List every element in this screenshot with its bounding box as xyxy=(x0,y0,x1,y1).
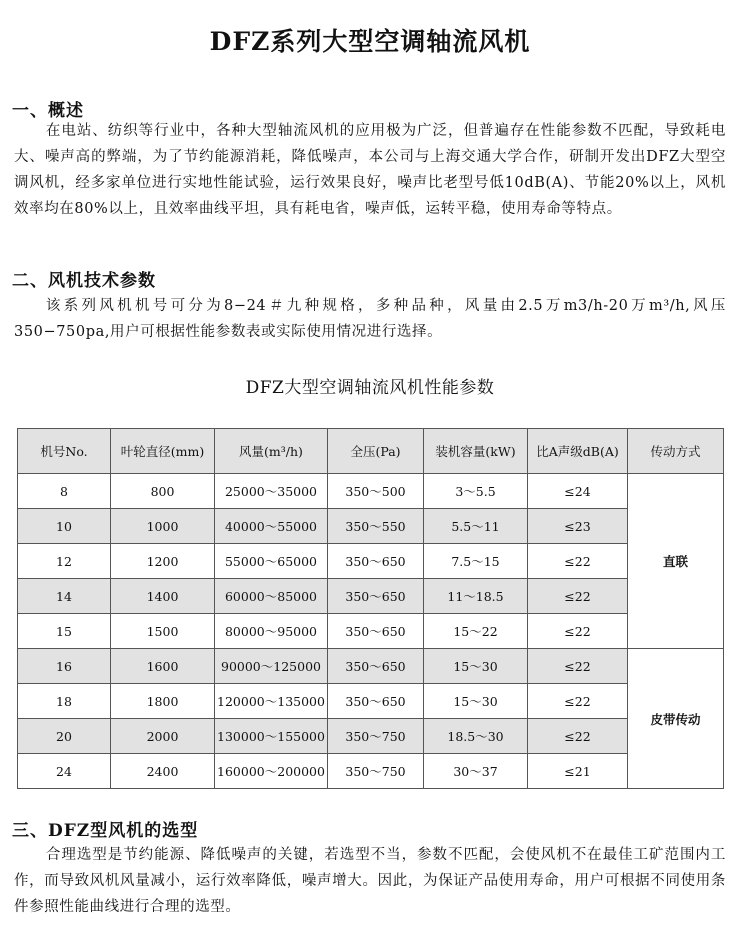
cell-sound-level: ≤22 xyxy=(528,649,628,684)
cell-installed-capacity: 15～30 xyxy=(424,684,528,719)
section-heading-tech-params: 二、风机技术参数 xyxy=(12,271,156,291)
cell-sound-level: ≤22 xyxy=(528,544,628,579)
header-impeller-diameter: 叶轮直径(mm) xyxy=(111,429,215,474)
cell-impeller-diameter: 1500 xyxy=(111,614,215,649)
table-row xyxy=(18,649,724,684)
cell-air-volume: 90000～125000 xyxy=(215,649,328,684)
cell-impeller-diameter: 1800 xyxy=(111,684,215,719)
cell-model-no: 18 xyxy=(18,684,111,719)
header-model-no: 机号No. xyxy=(18,429,111,474)
cell-impeller-diameter: 1000 xyxy=(111,509,215,544)
cell-total-pressure: 350～650 xyxy=(328,649,424,684)
cell-installed-capacity: 3～5.5 xyxy=(424,474,528,509)
header-air-volume: 风量(m³/h) xyxy=(215,429,328,474)
cell-total-pressure: 350～750 xyxy=(328,754,424,789)
cell-impeller-diameter: 2400 xyxy=(111,754,215,789)
cell-model-no: 10 xyxy=(18,509,111,544)
cell-model-no: 24 xyxy=(18,754,111,789)
cell-total-pressure: 350～650 xyxy=(328,579,424,614)
cell-model-no: 14 xyxy=(18,579,111,614)
cell-sound-level: ≤21 xyxy=(528,754,628,789)
cell-impeller-diameter: 1600 xyxy=(111,649,215,684)
cell-air-volume: 80000～95000 xyxy=(215,614,328,649)
section-heading-overview: 一、概述 xyxy=(12,101,84,121)
cell-total-pressure: 350～750 xyxy=(328,719,424,754)
cell-installed-capacity: 18.5～30 xyxy=(424,719,528,754)
cell-impeller-diameter: 2000 xyxy=(111,719,215,754)
table-row xyxy=(18,614,724,649)
cell-model-no: 15 xyxy=(18,614,111,649)
table-title: DFZ大型空调轴流风机性能参数 xyxy=(245,378,495,398)
cell-sound-level: ≤22 xyxy=(528,579,628,614)
cell-impeller-diameter: 800 xyxy=(111,474,215,509)
cell-air-volume: 130000～155000 xyxy=(215,719,328,754)
cell-installed-capacity: 15～22 xyxy=(424,614,528,649)
cell-sound-level: ≤24 xyxy=(528,474,628,509)
cell-sound-level: ≤22 xyxy=(528,719,628,754)
section-heading-selection: 三、DFZ型风机的选型 xyxy=(12,821,199,841)
table-row xyxy=(18,474,724,509)
cell-model-no: 16 xyxy=(18,649,111,684)
cell-model-no: 20 xyxy=(18,719,111,754)
overview-paragraph: 在电站、纺织等行业中，各种大型轴流风机的应用极为广泛，但普遍存在性能参数不匹配，导致耗电大、噪声高的弊端，为了节约能源消耗，降低噪声，本公司与上海交通大学合作，研制开发出DFZ大型空调风机，经多家单位进行实地性能试验，运行效果良好，噪声比老型号低10dB(A)、节能20%以上，风机效率均在80%以上，且效率曲线平坦，具有耗电省，噪声低，运转平稳，使用寿命等特点。 xyxy=(14,123,726,217)
cell-model-no: 12 xyxy=(18,544,111,579)
cell-drive-belt: 皮带传动 xyxy=(628,649,724,789)
table-row xyxy=(18,684,724,719)
cell-total-pressure: 350～650 xyxy=(328,544,424,579)
table-row xyxy=(18,544,724,579)
cell-total-pressure: 350～550 xyxy=(328,509,424,544)
table-row xyxy=(18,719,724,754)
cell-installed-capacity: 15～30 xyxy=(424,649,528,684)
cell-air-volume: 55000～65000 xyxy=(215,544,328,579)
table-row xyxy=(18,579,724,614)
table-row xyxy=(18,754,724,789)
cell-installed-capacity: 30～37 xyxy=(424,754,528,789)
table-row xyxy=(18,509,724,544)
tech-params-paragraph: 该系列风机机号可分为8−24＃九种规格，多种品种，风量由2.5万m3/h-20万m³/h,风压350−750pa,用户可根据性能参数表或实际使用情况进行选择。 xyxy=(14,298,726,340)
cell-impeller-diameter: 1400 xyxy=(111,579,215,614)
cell-sound-level: ≤23 xyxy=(528,509,628,544)
cell-sound-level: ≤22 xyxy=(528,684,628,719)
cell-installed-capacity: 5.5～11 xyxy=(424,509,528,544)
cell-air-volume: 40000～55000 xyxy=(215,509,328,544)
table-header-row xyxy=(18,429,724,474)
cell-total-pressure: 350～650 xyxy=(328,684,424,719)
document-title: DFZ系列大型空调轴流风机 xyxy=(209,27,531,56)
cell-total-pressure: 350～650 xyxy=(328,614,424,649)
header-drive-type: 传动方式 xyxy=(628,429,724,474)
cell-air-volume: 25000～35000 xyxy=(215,474,328,509)
cell-impeller-diameter: 1200 xyxy=(111,544,215,579)
cell-air-volume: 120000～135000 xyxy=(215,684,328,719)
cell-total-pressure: 350～500 xyxy=(328,474,424,509)
header-total-pressure: 全压(Pa) xyxy=(328,429,424,474)
cell-installed-capacity: 11～18.5 xyxy=(424,579,528,614)
performance-table xyxy=(17,428,724,789)
cell-installed-capacity: 7.5～15 xyxy=(424,544,528,579)
cell-sound-level: ≤22 xyxy=(528,614,628,649)
cell-drive-direct: 直联 xyxy=(628,474,724,649)
header-installed-capacity: 装机容量(kW) xyxy=(424,429,528,474)
cell-air-volume: 60000～85000 xyxy=(215,579,328,614)
cell-model-no: 8 xyxy=(18,474,111,509)
cell-air-volume: 160000～200000 xyxy=(215,754,328,789)
header-sound-level: 比A声级dB(A) xyxy=(528,429,628,474)
selection-paragraph: 合理选型是节约能源、降低噪声的关键，若选型不当，参数不匹配，会使风机不在最佳工矿范围内工作，而导致风机风量减小，运行效率降低，噪声增大。因此，为保证产品使用寿命，用户可根据不同使用条件参照性能曲线进行合理的选型。 xyxy=(14,847,726,915)
